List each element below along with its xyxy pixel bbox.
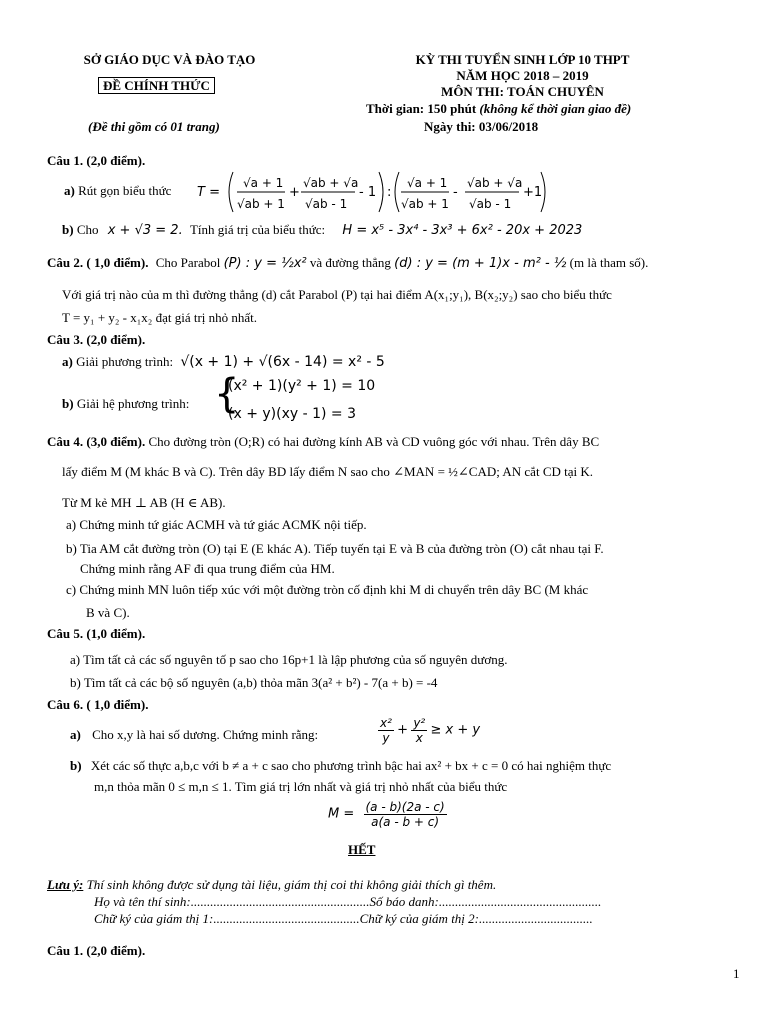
M-fraction — [364, 800, 447, 829]
question-3b-text: Giải hệ phương trình: — [76, 396, 190, 411]
question-2-heading: Câu 2. ( 1,0 điểm). — [47, 255, 149, 270]
right-paren-1 — [379, 172, 383, 212]
exam-time-label: Thời gian: 150 phút — [366, 101, 477, 116]
minus-one: - 1 — [359, 185, 377, 200]
question-3a-text: Giải phương trình: — [76, 354, 174, 369]
answer-section-heading: Câu 1. (2,0 điểm). — [47, 943, 146, 958]
question-2-line2: Với giá trị nào của m thì đường thẳng (d) cắt Parabol (P) tại hai điểm A(x₁;y₁), B(x₂;y₂) sao cho biểu thức — [62, 287, 612, 302]
exam-title: KỲ THI TUYỂN SINH LỚP 10 THPT — [415, 52, 630, 67]
question-1a-label: a) — [64, 183, 75, 198]
question-1b-condition: x + √3 = 2. — [107, 223, 183, 238]
question-1a-text: Rút gọn biểu thức — [78, 183, 172, 198]
fraction-1-numerator: x² — [380, 716, 392, 730]
note-label: Lưu ý: — [47, 877, 84, 892]
frac3-num: √a + 1 — [407, 176, 448, 190]
question-5-heading: Câu 5. (1,0 điểm). — [47, 626, 146, 641]
question-6-heading: Câu 6. ( 1,0 điểm). — [47, 697, 149, 712]
question-6b-M-expression — [328, 800, 447, 829]
note-line1 — [47, 877, 496, 893]
question-2-text2: và đường thẳng — [309, 255, 391, 270]
question-3b — [62, 396, 189, 412]
question-3-heading: Câu 3. (2,0 điểm). — [47, 332, 146, 347]
frac1-den: √ab + 1 — [237, 197, 285, 211]
question-4-line1 — [47, 434, 599, 450]
M-numerator: (a - b)(2a - c) — [365, 800, 445, 814]
question-6a-inequality: $\frac{\text{x²}}{y}$ + $\frac{\text{y²}}{x}$ ≥ x + y — [380, 716, 481, 745]
question-5a: a) Tìm tất cả các số nguyên tố p sao cho 16p+1 là lập phương của số nguyên dương. — [70, 652, 508, 667]
exam-time-note: (không kể thời gian giao đề) — [479, 101, 632, 116]
question-4c-line1: c) Chứng minh MN luôn tiếp xúc với một đường tròn cố định khi M di chuyển trên dây BC (M khác — [66, 582, 589, 597]
question-6b-text1: Xét các số thực a,b,c với b ≠ a + c sao cho phương trình bậc hai ax² + bx + c = 0 có hai nghiệm thực — [90, 758, 612, 773]
formula-T-label: T = — [197, 185, 220, 200]
divide-sign: : — [387, 185, 392, 200]
question-1a — [64, 183, 171, 199]
question-2-line1 — [47, 255, 648, 272]
question-4b-line1: b) Tia AM cắt đường tròn (O) tại E (E khác A). Tiếp tuyến tại E và B của đường tròn (O) cắt nhau tại F. — [66, 541, 604, 556]
question-1b-expression: H = x⁵ - 3x⁴ - 3x³ + 6x² - 20x + 2023 — [342, 223, 583, 238]
candidate-info-line: Họ và tên thí sinh:.......................................................Số báo danh:.................................................. — [94, 894, 602, 909]
question-4-heading: Câu 4. (3,0 điểm). — [47, 434, 146, 449]
plus-sign: + — [289, 185, 300, 200]
question-3b-eq1: (x² + 1)(y² + 1) = 10 — [228, 378, 376, 394]
question-2-text1: Cho Parabol — [155, 255, 221, 270]
fraction-2-numerator: y² — [413, 716, 426, 730]
inequality-rhs: ≥ x + y — [430, 722, 481, 738]
official-label — [98, 78, 215, 94]
page-number: 1 — [733, 966, 740, 981]
question-4c-line2: B và C). — [86, 605, 130, 620]
question-2-line3: T = y₁ + y₂ - x₁x₂ đạt giá trị nhỏ nhất. — [62, 310, 258, 325]
question-6b-line1 — [70, 758, 611, 774]
M-denominator: a(a - b + c) — [371, 815, 440, 829]
page-count-note: (Đề thi gồm có 01 trang) — [88, 119, 220, 134]
question-4a: a) Chứng minh tứ giác ACMH và tứ giác ACMK nội tiếp. — [66, 517, 367, 532]
question-1b-label: b) — [62, 222, 74, 237]
school-year: NĂM HỌC 2018 – 2019 — [456, 68, 589, 83]
exam-time — [366, 101, 631, 117]
question-1a-formula — [195, 168, 555, 216]
question-1b-text1: Cho — [76, 222, 99, 237]
question-4-text1: Cho đường tròn (O;R) có hai đường kính AB và CD vuông góc với nhau. Trên dây BC — [148, 434, 600, 449]
question-3b-label: b) — [62, 396, 74, 411]
question-1b-text2: Tính giá trị của biểu thức: — [189, 222, 326, 237]
exam-date: Ngày thi: 03/06/2018 — [424, 119, 539, 134]
left-paren-2 — [395, 172, 399, 212]
question-3a-equation: √(x + 1) + √(6x - 14) = x² - 5 — [180, 354, 385, 370]
question-3b-eq2: (x + y)(xy - 1) = 3 — [228, 406, 357, 422]
question-1b — [62, 222, 582, 239]
fraction-x2-over-y — [378, 716, 394, 745]
minus-sign: - — [453, 185, 458, 200]
question-4-line2: lấy điểm M (M khác B và C). Trên dây BD lấy điểm N sao cho ∠MAN = ½∠CAD; AN cắt CD tại K. — [62, 464, 594, 479]
frac4-den: √ab - 1 — [469, 197, 512, 211]
plus-one: +1 — [523, 185, 543, 200]
frac2-num: √ab + √a — [303, 176, 359, 190]
system-brace: { — [214, 371, 240, 417]
frac2-den: √ab - 1 — [305, 197, 348, 211]
official-label-text: ĐỀ CHÍNH THỨC — [98, 77, 215, 94]
frac3-den: √ab + 1 — [401, 197, 449, 211]
question-5b: b) Tìm tất cả các bộ số nguyên (a,b) thỏa mãn 3(a² + b²) - 7(a + b) = -4 — [70, 675, 438, 690]
M-lhs: M = — [328, 806, 355, 822]
note-text: Thí sinh không được sử dụng tài liệu, giám thị coi thi không giải thích gì thêm. — [86, 877, 497, 892]
frac1-num: √a + 1 — [243, 176, 284, 190]
fraction-y2-over-x — [411, 716, 427, 745]
question-6a — [70, 727, 318, 743]
question-4-line3: Từ M kẻ MH ⊥ AB (H ∈ AB). — [62, 495, 226, 510]
question-6b-label: b) — [70, 758, 82, 773]
question-4b-line2: Chứng minh rằng AF đi qua trung điểm của HM. — [80, 561, 335, 576]
frac4-num: √ab + √a — [467, 176, 523, 190]
question-3a-label: a) — [62, 354, 73, 369]
question-2-line: (d) : y = (m + 1)x - m² - ½ — [394, 256, 567, 271]
department-name: SỞ GIÁO DỤC VÀ ĐÀO TẠO — [83, 52, 256, 67]
question-6a-text: Cho x,y là hai số dương. Chứng minh rằng: — [92, 727, 319, 742]
question-3a — [62, 354, 385, 370]
question-6a-label: a) — [70, 727, 81, 742]
question-2-parabola: (P) : y = ½x² — [223, 256, 307, 271]
left-paren-1 — [229, 172, 233, 212]
question-1-heading: Câu 1. (2,0 điểm). — [47, 153, 146, 168]
fraction-2-denominator: x — [415, 731, 423, 745]
question-6b-line2: m,n thỏa mãn 0 ≤ m,n ≤ 1. Tìm giá trị lớn nhất và giá trị nhỏ nhất của biểu thức — [94, 779, 508, 794]
exam-subject: MÔN THI: TOÁN CHUYÊN — [441, 84, 604, 99]
fraction-1-denominator: y — [382, 731, 390, 745]
question-2-text3: (m là tham số). — [569, 255, 649, 270]
supervisor-signature-line: Chữ ký của giám thị 1:.............................................Chữ ký của giám thị 2:................................... — [94, 911, 593, 926]
end-mark: HẾT — [348, 842, 376, 857]
